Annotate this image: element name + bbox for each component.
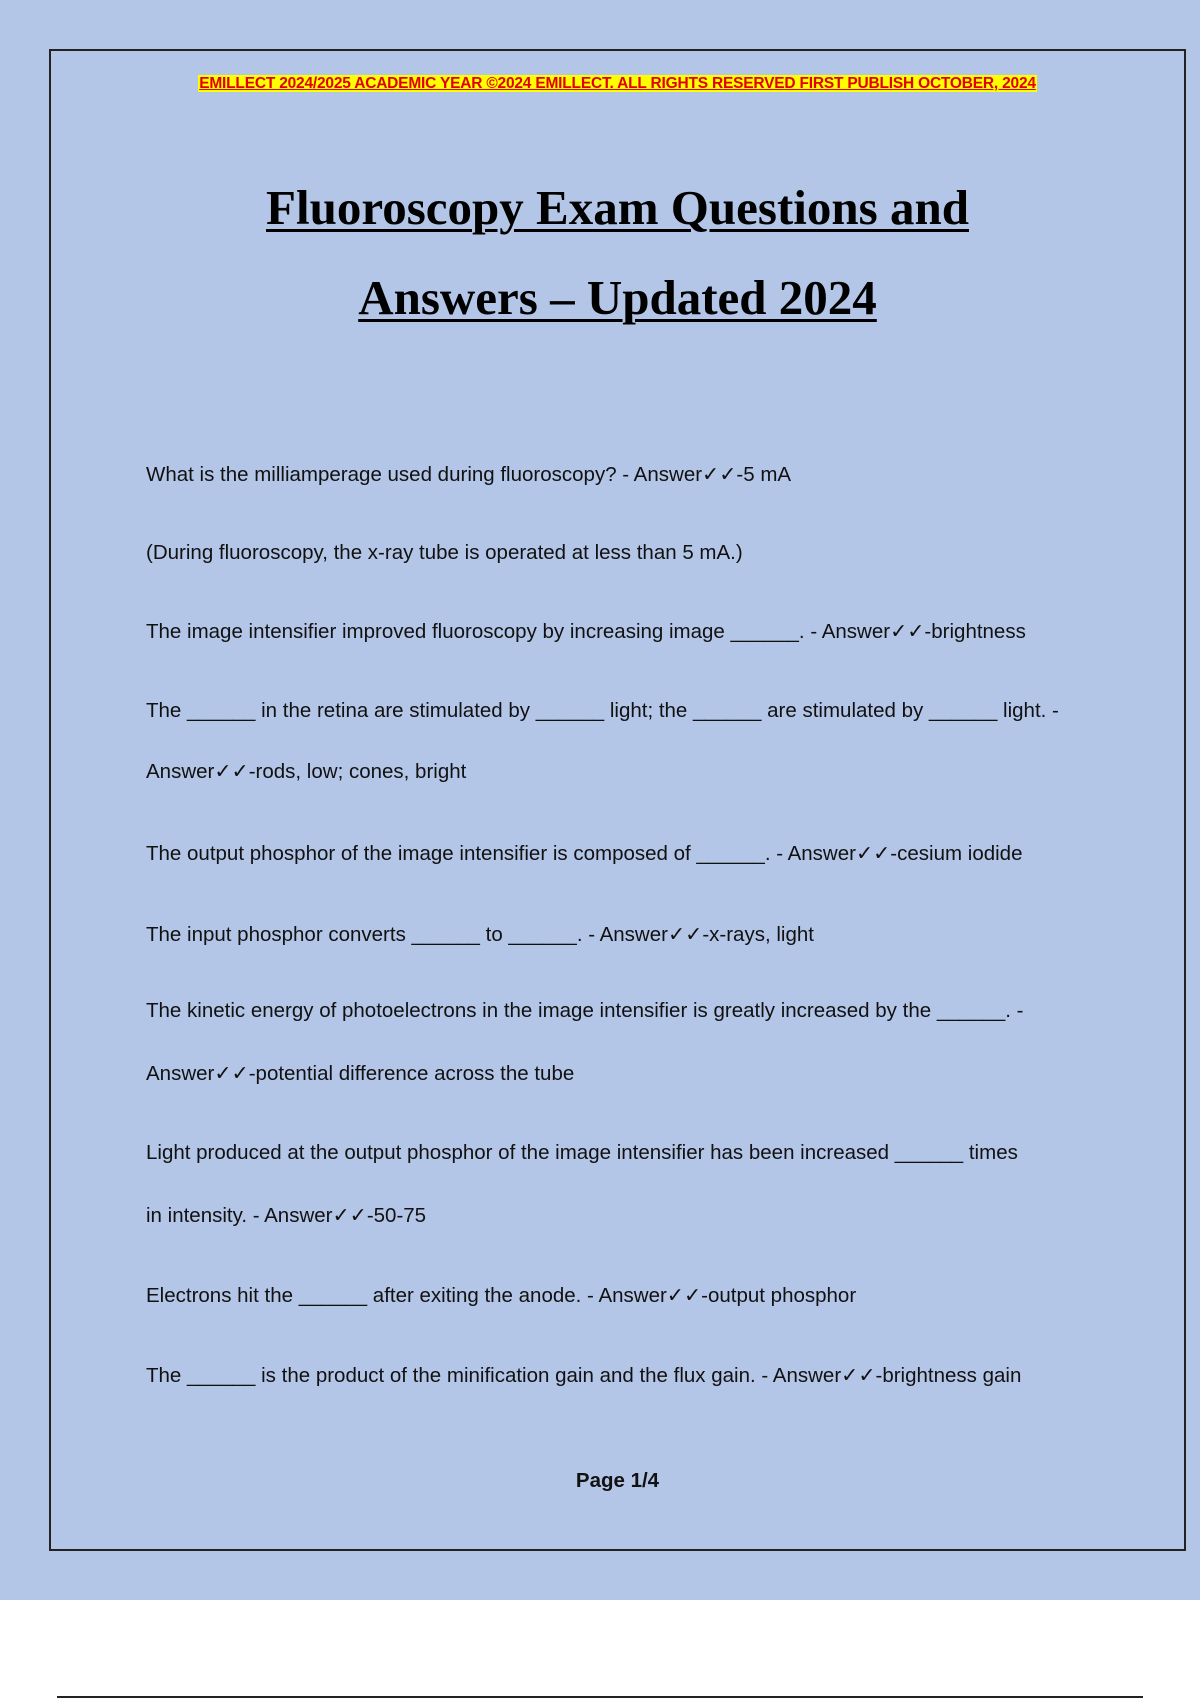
- qa-line: in intensity. - Answer✓✓-50-75: [146, 1204, 427, 1227]
- qa-line: The image intensifier improved fluoroscopy by increasing image ______. - Answer✓✓-brightness: [146, 620, 1026, 643]
- page-title: [51, 163, 1184, 343]
- qa-line: The ______ is the product of the minification gain and the flux gain. - Answer✓✓-brightness gain: [146, 1364, 1022, 1387]
- qa-line: Electrons hit the ______ after exiting the anode. - Answer✓✓-output phosphor: [146, 1284, 857, 1307]
- qa-line: The input phosphor converts ______ to ______. - Answer✓✓-x-rays, light: [146, 923, 814, 946]
- qa-line: (During fluoroscopy, the x-ray tube is operated at less than 5 mA.): [146, 541, 743, 564]
- qa-line: The output phosphor of the image intensifier is composed of ______. - Answer✓✓-cesium iodide: [146, 842, 1023, 865]
- qa-line: Answer✓✓-potential difference across the tube: [146, 1062, 575, 1085]
- qa-line: What is the milliamperage used during fluoroscopy? - Answer✓✓-5 mA: [146, 463, 792, 486]
- title-line-1: Fluoroscopy Exam Questions and: [266, 180, 969, 235]
- divider: [57, 1696, 1143, 1698]
- copyright-text: EMILLECT 2024/2025 ACADEMIC YEAR ©2024 EMILLECT. ALL RIGHTS RESERVED FIRST PUBLISH OCTOBER, 2024: [199, 75, 1036, 92]
- copyright-banner: [51, 75, 1184, 93]
- qa-line: The ______ in the retina are stimulated by ______ light; the ______ are stimulated by ______ light. -: [146, 699, 1059, 722]
- title-line-2: Answers – Updated 2024: [358, 270, 877, 325]
- qa-line: The kinetic energy of photoelectrons in the image intensifier is greatly increased by the ______. -: [146, 999, 1024, 1022]
- qa-line: Answer✓✓-rods, low; cones, bright: [146, 760, 467, 783]
- page-frame: [49, 49, 1186, 1551]
- page-number: Page 1/4: [575, 1469, 660, 1492]
- qa-line: Light produced at the output phosphor of the image intensifier has been increased ______ times: [146, 1141, 1018, 1164]
